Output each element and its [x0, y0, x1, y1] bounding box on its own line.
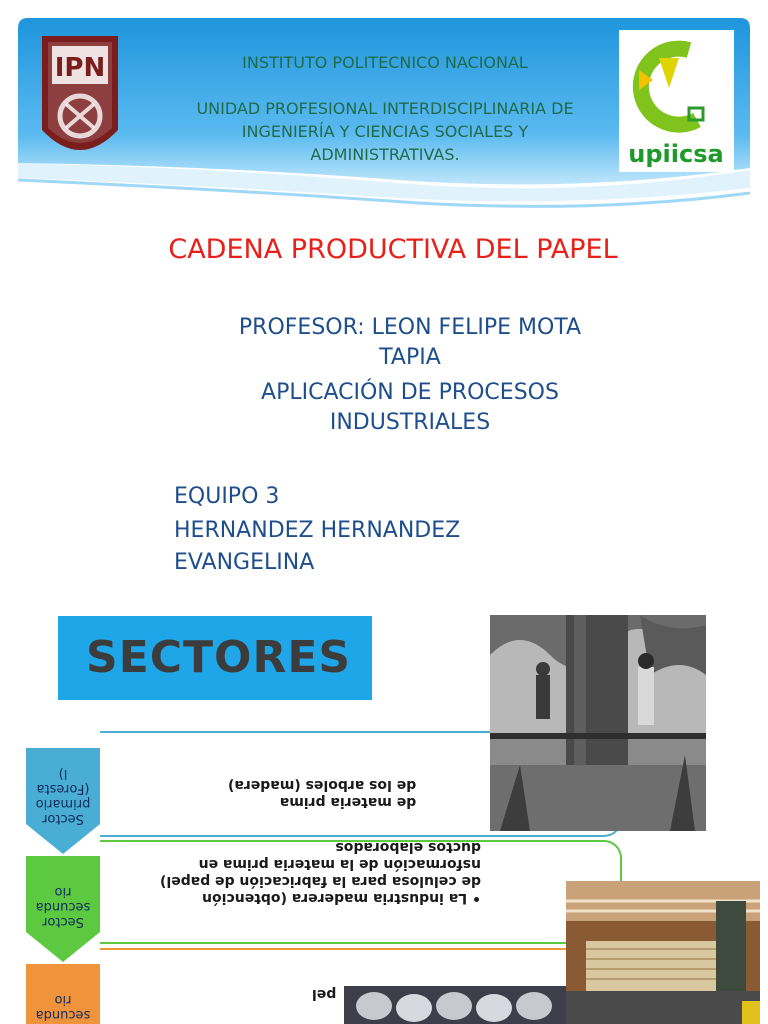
member-line2: EVANGELINA — [174, 550, 315, 575]
sector-secondary-description: • La industria maderera (obtención de celulosa para la fabricación de papel) nsformación de la materia prima en ductos elaborados — [160, 839, 481, 906]
institution-name: INSTITUTO POLITECNICO NACIONAL — [242, 53, 528, 72]
upiicsa-logo — [619, 30, 734, 172]
member-line1: HERNANDEZ HERNANDEZ — [174, 518, 461, 543]
presentation-title: CADENA PRODUCTIVA DEL PAPEL — [168, 234, 618, 265]
unit-name-line3: ADMINISTRATIVAS. — [310, 145, 460, 164]
sector-tertiary-description: pel — [312, 986, 337, 1002]
professor-line2: TAPIA — [379, 345, 441, 370]
paper-rolls-photo — [344, 986, 566, 1024]
ipn-logo — [38, 30, 122, 168]
professor-line1: PROFESOR: LEON FELIPE MOTA — [238, 315, 582, 340]
course-line1: APLICACIÓN DE PROCESOS — [261, 380, 559, 405]
course-line2: INDUSTRIALES — [329, 410, 491, 435]
unit-name-line2: INGENIERÍA Y CIENCIAS SOCIALES Y — [241, 122, 529, 141]
sector-secondary-label: Sector secunda rio — [35, 884, 91, 929]
upiicsa-logo-text: upiicsa — [628, 140, 724, 168]
sectores-heading: SECTORES — [86, 632, 352, 683]
team-label: EQUIPO 3 — [174, 484, 280, 509]
unit-name-line1: UNIDAD PROFESIONAL INTERDISCIPLINARIA DE — [196, 99, 574, 118]
sector-primary-description: de materia prima de los arboles (madera) — [228, 777, 417, 810]
logging-photo — [490, 615, 706, 831]
sectors-slide — [0, 602, 768, 1024]
sector-primary-label: Sector primario (Foresta l) — [35, 766, 91, 826]
ipn-logo-text: IPN — [54, 53, 106, 83]
sector-tertiary-label: secunda rio — [35, 992, 91, 1022]
sawmill-photo — [566, 881, 760, 1024]
